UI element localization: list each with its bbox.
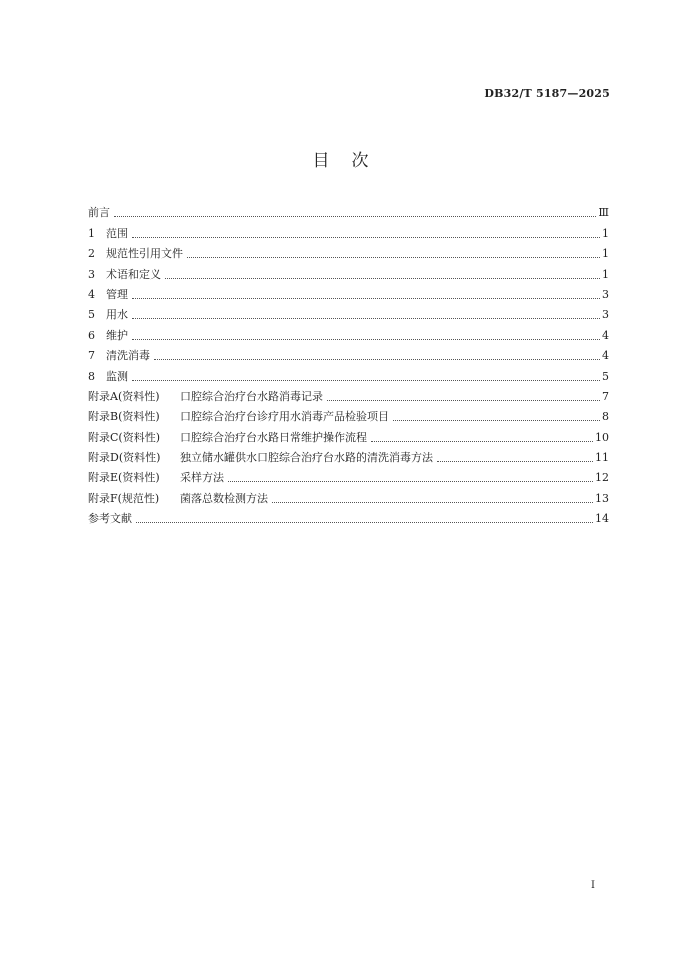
toc-entry-number: 3 xyxy=(88,267,95,281)
toc-entry-page: 8 xyxy=(602,410,609,424)
toc-entry-page: 14 xyxy=(595,512,609,526)
toc-entry-number: 1 xyxy=(88,226,95,240)
toc-entry[interactable] xyxy=(88,485,609,505)
toc-entry-label: 菌落总数检测方法 xyxy=(180,491,268,505)
toc-entry[interactable] xyxy=(88,322,609,342)
toc-entry-label: 独立储水罐供水口腔综合治疗台水路的清洗消毒方法 xyxy=(180,451,433,465)
toc-entry[interactable] xyxy=(88,261,609,281)
toc-entry-label: 范围 xyxy=(106,226,128,240)
toc-entry[interactable] xyxy=(88,424,609,444)
toc-entry-page: 11 xyxy=(595,451,609,465)
toc-entry-label: 术语和定义 xyxy=(106,267,161,281)
toc-leader-dots xyxy=(272,501,593,503)
toc-entry-label: 前言 xyxy=(88,206,110,220)
toc-leader-dots xyxy=(437,460,593,462)
toc-entry-label: 清洗消毒 xyxy=(106,349,150,363)
toc-entry-label: 口腔综合治疗台诊疗用水消毒产品检验项目 xyxy=(180,410,389,424)
toc-entry-number: 4 xyxy=(88,287,95,301)
toc-entry-label: 监测 xyxy=(106,369,128,383)
toc-entry-appendix: 附录C(资料性) xyxy=(88,430,160,444)
toc-leader-dots xyxy=(228,480,593,482)
toc-entry-appendix: 附录B(资料性) xyxy=(88,410,160,424)
toc-leader-dots xyxy=(371,440,593,442)
toc-entry-page: 7 xyxy=(602,389,609,403)
toc-entry[interactable] xyxy=(88,343,609,363)
toc-entry-label: 管理 xyxy=(106,287,128,301)
toc-entry-page: 3 xyxy=(602,308,609,322)
toc-entry[interactable] xyxy=(88,220,609,240)
toc-entry[interactable] xyxy=(88,506,609,526)
toc-entry-label: 用水 xyxy=(106,308,128,322)
toc-entry[interactable] xyxy=(88,404,609,424)
toc-leader-dots xyxy=(136,521,593,523)
toc-entry-page: 3 xyxy=(602,287,609,301)
toc-entry-page: 4 xyxy=(602,328,609,342)
toc-entry-appendix: 附录F(规范性) xyxy=(88,491,160,505)
toc-entry-page: 1 xyxy=(602,226,609,240)
toc-leader-dots xyxy=(132,338,600,340)
document-code: DB32/T 5187—2025 xyxy=(484,87,610,100)
toc-entry-appendix: 附录A(资料性) xyxy=(88,389,160,403)
toc-leader-dots xyxy=(165,277,600,279)
toc-entry[interactable] xyxy=(88,302,609,322)
toc-entry-label: 口腔综合治疗台水路日常维护操作流程 xyxy=(180,430,367,444)
toc-entry-number: 5 xyxy=(88,308,95,322)
toc-entry-label: 规范性引用文件 xyxy=(106,247,183,261)
toc-leader-dots xyxy=(187,256,600,258)
toc-entry-page: 5 xyxy=(602,369,609,383)
toc-entry[interactable] xyxy=(88,384,609,404)
toc-entry[interactable] xyxy=(88,241,609,261)
toc-entry-label: 口腔综合治疗台水路消毒记录 xyxy=(180,389,323,403)
toc-entry-label: 参考文献 xyxy=(88,512,132,526)
toc-entry-label: 采样方法 xyxy=(180,471,224,485)
toc-entry-number: 7 xyxy=(88,349,95,363)
toc-entry[interactable] xyxy=(88,282,609,302)
toc-entry-label: 维护 xyxy=(106,328,128,342)
toc-entry-page: Ⅲ xyxy=(598,206,609,220)
toc-leader-dots xyxy=(132,379,600,381)
toc-entry-page: 1 xyxy=(602,247,609,261)
toc-leader-dots xyxy=(327,399,600,401)
page-title: 目次 xyxy=(312,151,391,171)
toc-entry[interactable] xyxy=(88,465,609,485)
toc-entry-page: 10 xyxy=(595,430,609,444)
toc-leader-dots xyxy=(393,419,600,421)
toc-entry-page: 12 xyxy=(595,471,609,485)
toc-leader-dots xyxy=(114,215,596,217)
toc-entry[interactable] xyxy=(88,200,609,220)
toc-entry-number: 2 xyxy=(88,247,95,261)
toc-entry[interactable] xyxy=(88,363,609,383)
toc-entry-number: 6 xyxy=(88,328,95,342)
toc-leader-dots xyxy=(154,358,600,360)
toc-entry-page: 1 xyxy=(602,267,609,281)
toc-leader-dots xyxy=(132,297,600,299)
toc-entry[interactable] xyxy=(88,445,609,465)
toc-leader-dots xyxy=(132,236,600,238)
toc-entry-page: 4 xyxy=(602,349,609,363)
table-of-contents xyxy=(88,200,609,526)
page-number: I xyxy=(591,880,595,891)
toc-leader-dots xyxy=(132,317,600,319)
toc-entry-page: 13 xyxy=(595,491,609,505)
toc-entry-number: 8 xyxy=(88,369,95,383)
toc-entry-appendix: 附录D(资料性) xyxy=(88,451,161,465)
toc-entry-appendix: 附录E(资料性) xyxy=(88,471,160,485)
